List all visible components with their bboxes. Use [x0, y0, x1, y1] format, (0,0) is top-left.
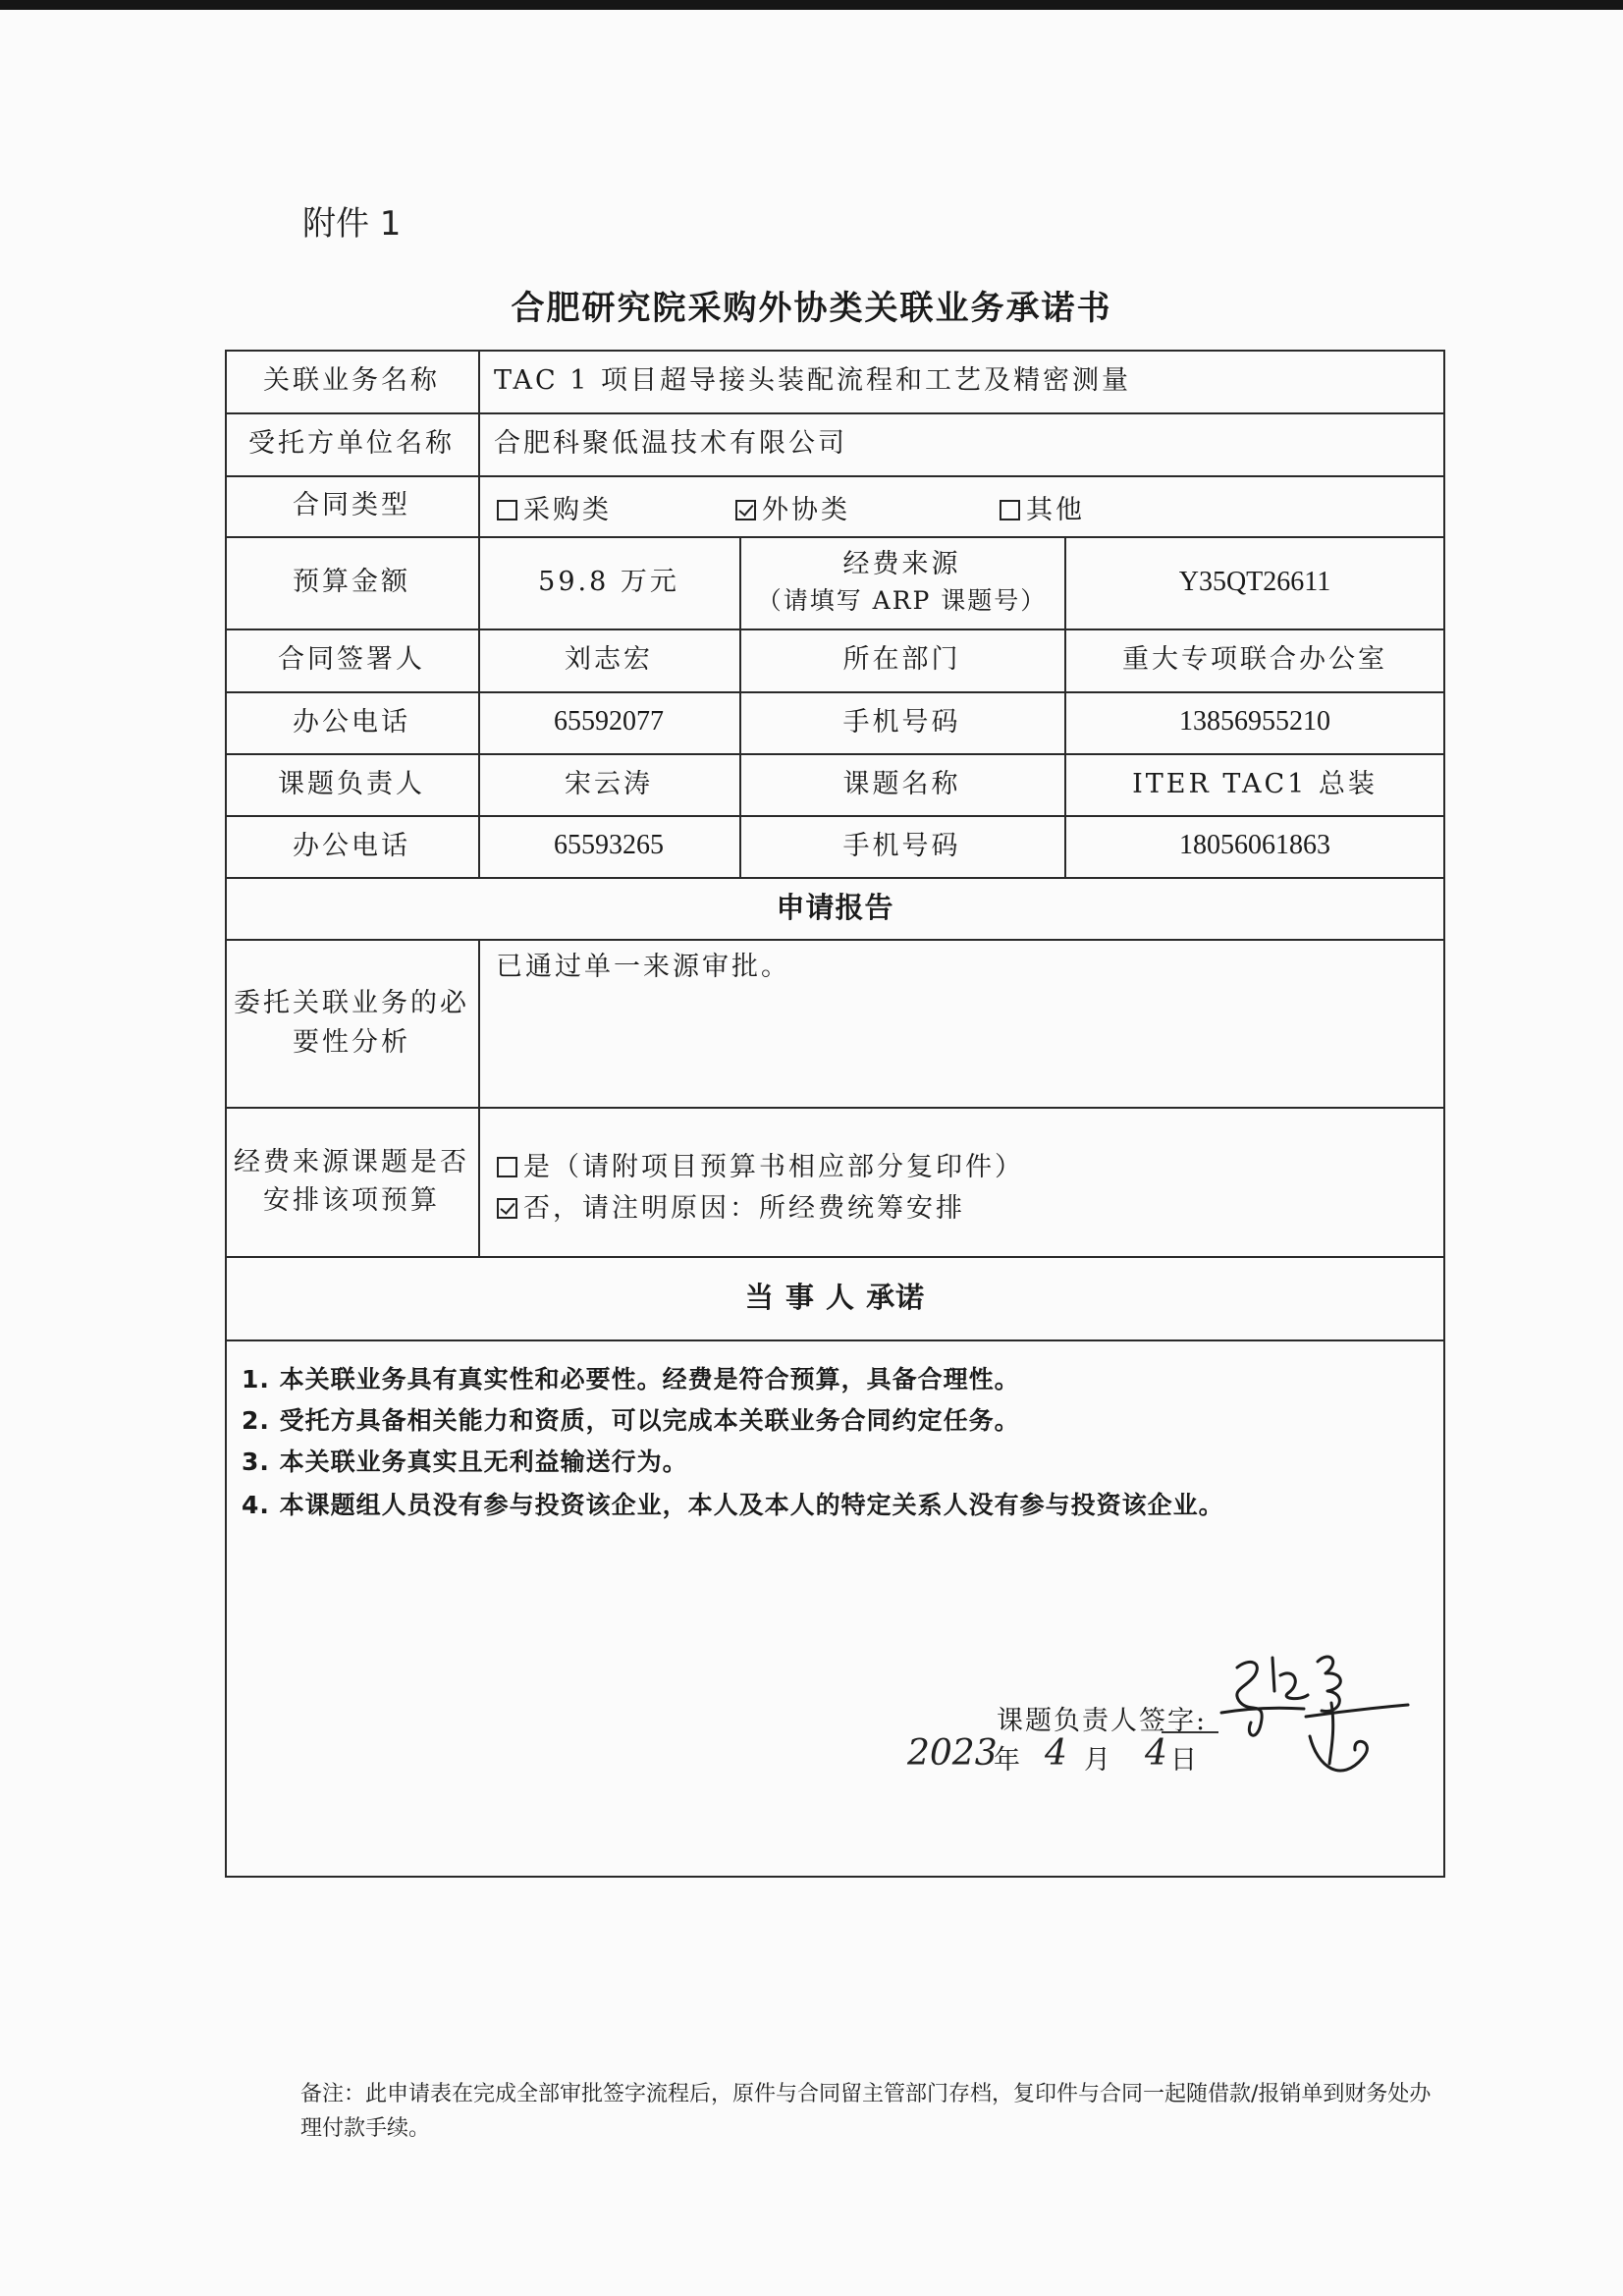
contract-type-option-purchase: 采购类 [497, 488, 612, 526]
pi-mobile-value: 18056061863 [1179, 830, 1330, 861]
attachment-label: 附件 1 [302, 204, 402, 244]
pledge-item: 2. 受托方具备相关能力和资质，可以完成本关联业务合同约定任务。 [242, 1406, 1020, 1435]
dept-label: 所在部门 [842, 644, 961, 676]
pi-value: 宋云涛 [565, 768, 653, 799]
footnote: 备注：此申请表在完成全部审批签字流程后，原件与合同留主管部门存档，复印件与合同一起随借款/报销单到财务处办理付款手续。 [300, 2082, 1432, 2142]
mobile-label: 手机号码 [842, 706, 961, 738]
signature-label: 课题负责人签字: [997, 1706, 1208, 1736]
checkbox-outsourcing [735, 500, 756, 520]
date-day-suffix: 日 [1170, 1745, 1200, 1776]
office-phone-value: 65592077 [554, 706, 664, 738]
fund-source-label: 经费来源 （请填写 ARP 课题号） [756, 549, 1048, 616]
signer-value: 刘志宏 [565, 644, 653, 676]
scan-top-edge [0, 0, 1623, 10]
option-yes: 是（请附项目预算书相应部分复印件） [497, 1145, 1024, 1183]
pledge-item: 3. 本关联业务真实且无利益输送行为。 [242, 1448, 688, 1476]
business-name-label: 关联业务名称 [263, 365, 440, 397]
budget-label: 预算金额 [293, 567, 410, 598]
checkbox-other [1000, 500, 1020, 520]
fund-source-value: Y35QT26611 [1178, 566, 1331, 597]
date-year: 2023 [907, 1733, 998, 1774]
date-month: 4 [1045, 1733, 1067, 1774]
pi-label: 课题负责人 [278, 768, 425, 799]
project-name-value: ITER TAC1 总装 [1132, 768, 1378, 799]
page-title: 合肥研究院采购外协类关联业务承诺书 [511, 289, 1112, 328]
pi-office-phone-value: 65593265 [554, 830, 664, 861]
option-no: 否，请注明原因：所经费统筹安排 [497, 1186, 965, 1225]
column-divider [478, 939, 480, 1256]
budget-value: 59.8 万元 [538, 567, 679, 598]
date-day: 4 [1145, 1733, 1167, 1774]
date-year-suffix: 年 [994, 1745, 1023, 1776]
pledge-item: 1. 本关联业务具有真实性和必要性。经费是符合预算，具备合理性。 [242, 1365, 1020, 1394]
handwritten-signature [1216, 1640, 1422, 1787]
checkbox-purchase [497, 500, 517, 520]
signer-label: 合同签署人 [278, 644, 425, 676]
pledge-item: 4. 本课题组人员没有参与投资该企业，本人及本人的特定关系人没有参与投资该企业。 [242, 1491, 1224, 1519]
application-report-header: 申请报告 [776, 891, 894, 925]
project-name-label: 课题名称 [842, 768, 961, 799]
necessity-text: 已通过单一来源审批。 [496, 952, 790, 982]
necessity-label: 委托关联业务的必 要性分析 [234, 988, 469, 1058]
budget-arrangement-label: 经费来源课题是否 安排该项预算 [234, 1146, 469, 1216]
trustee-value: 合肥科聚低温技术有限公司 [494, 428, 847, 460]
contract-type-option-other: 其他 [1000, 488, 1085, 526]
pi-office-phone-label: 办公电话 [293, 830, 410, 861]
row-divider [225, 1339, 1445, 1341]
checkbox-no [497, 1198, 517, 1219]
pi-mobile-label: 手机号码 [842, 830, 961, 861]
pledge-header: 当 事 人 承诺 [744, 1281, 926, 1315]
mobile-value: 13856955210 [1179, 706, 1330, 738]
trustee-label: 受托方单位名称 [248, 428, 455, 460]
office-phone-label: 办公电话 [293, 706, 410, 738]
signature-underline [1162, 1731, 1218, 1733]
business-name-value: TAC 1 项目超导接头装配流程和工艺及精密测量 [494, 365, 1132, 397]
date-month-suffix: 月 [1084, 1745, 1113, 1776]
contract-type-option-outsourcing: 外协类 [735, 488, 850, 526]
checkbox-yes [497, 1157, 517, 1177]
contract-type-label: 合同类型 [293, 490, 410, 521]
dept-value: 重大专项联合办公室 [1122, 644, 1387, 676]
